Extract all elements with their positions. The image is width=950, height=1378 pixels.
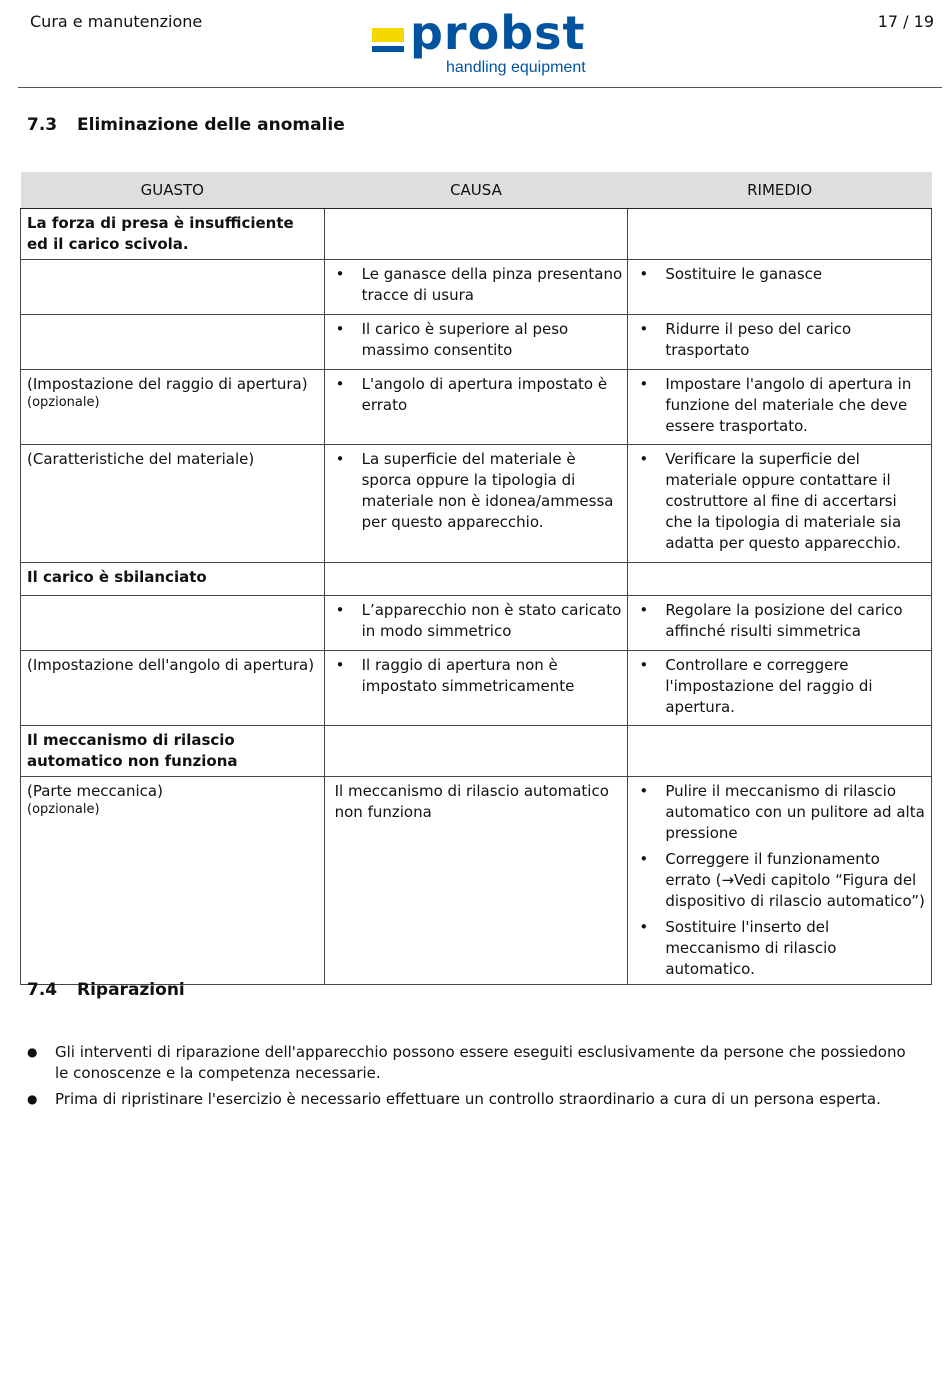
page-number: 17 / 19: [877, 12, 934, 31]
fault-cell: [21, 726, 325, 777]
fault-text: (Impostazione dell'angolo di apertura): [27, 656, 315, 674]
section-number: 7.3: [27, 115, 58, 135]
table-row: [21, 563, 932, 596]
table-row: [21, 596, 932, 651]
remedy-cell: [628, 726, 932, 777]
fault-text: (Impostazione del raggio di apertura): [27, 375, 308, 393]
remedy-item: • Pulire il meccanismo di rilascio automatico con un pulitore ad alta pressione: [634, 781, 926, 844]
table-row: [21, 726, 932, 777]
logo-word: probst: [410, 6, 586, 60]
remedy-cell: [628, 596, 932, 651]
remedy-item: • Sostituire le ganasce: [634, 264, 926, 285]
fault-cell: [21, 370, 325, 445]
remedy-item: • Ridurre il peso del carico trasportato: [634, 319, 926, 361]
table-row: [21, 209, 932, 260]
probst-logo: [372, 6, 598, 78]
cause-cell: [324, 596, 628, 651]
cause-item: • Le ganasce della pinza presentano tracce di usura: [331, 264, 623, 306]
fault-note: (opzionale): [27, 802, 100, 817]
table-row: [21, 370, 932, 445]
section-heading-7-4: [27, 980, 185, 1000]
fault-text: (Parte meccanica): [27, 782, 163, 800]
remedy-cell: [628, 651, 932, 726]
section-title: Eliminazione delle anomalie: [77, 115, 345, 135]
list-item: ● Prima di ripristinare l'esercizio è necessario effettuare un controllo straordinario a cura di un persona esperta.: [27, 1089, 907, 1110]
logo-subtitle: handling equipment: [446, 59, 586, 76]
column-header-remedy: RIMEDIO: [628, 172, 932, 209]
section-heading-7-3: [27, 115, 345, 135]
table-header-row: [21, 172, 932, 209]
remedy-cell: [628, 370, 932, 445]
table-row: [21, 651, 932, 726]
cause-cell: [324, 209, 628, 260]
cause-item: • Il carico è superiore al peso massimo consentito: [331, 319, 623, 361]
remedy-cell: [628, 777, 932, 985]
fault-cell: [21, 209, 325, 260]
cause-cell: [324, 370, 628, 445]
remedy-item: • Sostituire l'inserto del meccanismo di rilascio automatico.: [634, 917, 926, 980]
list-item: ● Gli interventi di riparazione dell'apparecchio possono essere eseguiti esclusivamente da persone che possiedono le conoscenze e la competenza necessarie.: [27, 1042, 907, 1084]
fault-note: (opzionale): [27, 395, 100, 410]
fault-cell: [21, 315, 325, 370]
fault-cell: [21, 596, 325, 651]
remedy-item: • Impostare l'angolo di apertura in funzione del materiale che deve essere trasportato.: [634, 374, 926, 437]
fault-text: La forza di presa è insufficiente ed il carico scivola.: [27, 214, 294, 253]
table-row: [21, 445, 932, 563]
cause-item: • L'angolo di apertura impostato è errato: [331, 374, 623, 416]
remedy-cell: [628, 209, 932, 260]
fault-text: (Caratteristiche del materiale): [27, 450, 255, 468]
header-section-title: Cura e manutenzione: [30, 12, 203, 31]
cause-cell: [324, 777, 628, 985]
table-row: [21, 260, 932, 315]
fault-cell: [21, 651, 325, 726]
cause-item: • Il raggio di apertura non è impostato simmetricamente: [331, 655, 623, 697]
fault-cell: [21, 260, 325, 315]
repairs-list: [27, 1042, 907, 1115]
cause-cell: [324, 651, 628, 726]
logo-mark: [372, 28, 404, 52]
cause-item: • La superficie del materiale è sporca oppure la tipologia di materiale non è idonea/ammessa per questo apparecchio.: [331, 449, 623, 533]
remedy-item: • Correggere il funzionamento errato (→Vedi capitolo “Figura del dispositivo di rilascio automatico”): [634, 849, 926, 912]
remedy-cell: [628, 563, 932, 596]
remedy-cell: [628, 315, 932, 370]
header-divider: [18, 87, 942, 88]
remedy-item: • Verificare la superficie del materiale oppure contattare il costruttore al fine di accertarsi che la tipologia di materiale sia adatta per questo apparecchio.: [634, 449, 926, 554]
section-title: Riparazioni: [77, 980, 185, 1000]
cause-cell: [324, 260, 628, 315]
cause-cell: [324, 726, 628, 777]
table-row: [21, 777, 932, 985]
cause-cell: [324, 315, 628, 370]
cause-item: • L’apparecchio non è stato caricato in modo simmetrico: [331, 600, 623, 642]
fault-text: Il carico è sbilanciato: [27, 568, 207, 586]
troubleshooting-table: [20, 172, 932, 985]
column-header-cause: CAUSA: [324, 172, 628, 209]
fault-cell: [21, 563, 325, 596]
cause-text: Il meccanismo di rilascio automatico non funziona: [334, 782, 609, 821]
section-number: 7.4: [27, 980, 58, 1000]
fault-text: Il meccanismo di rilascio automatico non funziona: [27, 731, 238, 770]
remedy-cell: [628, 445, 932, 563]
cause-cell: [324, 445, 628, 563]
table-row: [21, 315, 932, 370]
column-header-fault: GUASTO: [21, 172, 325, 209]
remedy-cell: [628, 260, 932, 315]
remedy-item: • Controllare e correggere l'impostazione del raggio di apertura.: [634, 655, 926, 718]
remedy-item: • Regolare la posizione del carico affinché risulti simmetrica: [634, 600, 926, 642]
fault-cell: [21, 777, 325, 985]
cause-cell: [324, 563, 628, 596]
fault-cell: [21, 445, 325, 563]
